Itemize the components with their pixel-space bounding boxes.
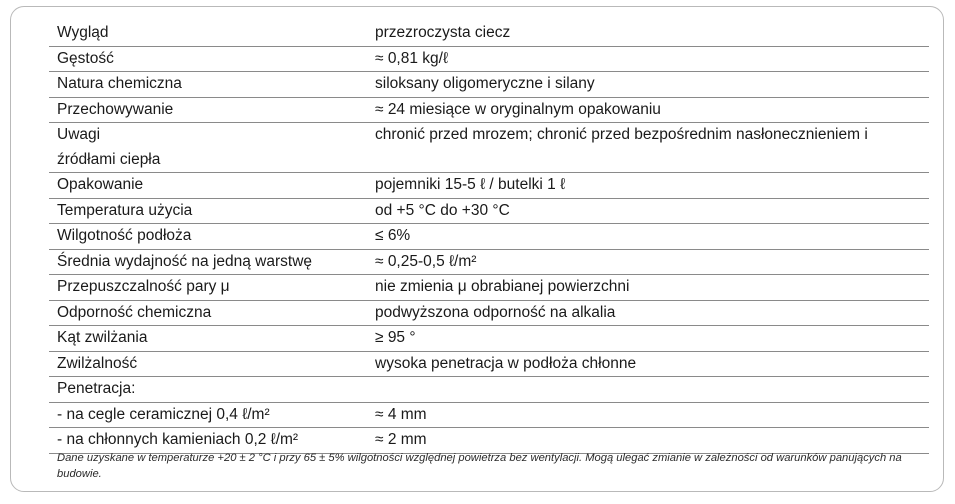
spec-label: Uwagi [57,126,101,143]
spec-label: Zwilżalność [57,354,138,372]
footnote: Dane uzyskane w temperaturze +20 ± 2 °C i przy 65 ± 5% wilgotności względnej powietrza bez wentylacji. Mogą ulegać zmianie w zależności od warunków panujących na budowie. [57,452,902,480]
spec-label: Temperatura użycia [57,201,193,219]
spec-row-chemical-nature [49,72,929,98]
spec-row-usage-temperature [49,199,929,225]
spec-table-card [10,6,944,492]
spec-value: ≥ 95 ° [375,329,416,346]
spec-value: ≈ 0,25-0,5 ℓ/m² [375,252,477,270]
spec-label: Wilgotność podłoża [57,227,192,244]
spec-value: wysoka penetracja w podłoża chłonne [375,354,637,372]
spec-value: siloksany oligomeryczne i silany [375,75,595,92]
spec-row-notes [49,123,929,173]
spec-label: Przepuszczalność pary μ [57,278,230,295]
spec-row-wettability [49,352,929,378]
spec-row-coverage [49,250,929,276]
spec-row-chemical-resistance [49,301,929,327]
spec-value: podwyższona odporność na alkalia [375,303,616,321]
spec-row-density [49,47,929,73]
spec-label: Średnia wydajność na jedną warstwę [57,252,313,270]
spec-value [375,377,929,402]
spec-row-contact-angle [49,326,929,352]
spec-table [49,21,929,454]
spec-label: Opakowanie [57,176,144,193]
spec-row-substrate-moisture [49,224,929,250]
spec-row-storage [49,98,929,124]
spec-value-continuation: źródłami ciepła [57,150,161,168]
spec-row-penetration-brick [49,403,929,429]
spec-value: od +5 °C do +30 °C [375,201,510,219]
spec-label: Natura chemiczna [57,75,182,92]
spec-value: pojemniki 15-5 ℓ / butelki 1 ℓ [375,176,566,193]
spec-value: przezroczysta ciecz [375,24,511,41]
spec-label: Odporność chemiczna [57,303,212,321]
spec-row-vapour-permeability [49,275,929,301]
spec-row-penetration-header [49,377,929,403]
spec-value: chronić przed mrozem; chronić przed bezpośrednim nasłonecznieniem i [375,126,868,143]
spec-value: ≈ 2 mm [375,431,427,448]
spec-value: ≈ 24 miesiące w oryginalnym opakowaniu [375,100,661,118]
spec-label: Wygląd [57,24,109,41]
spec-row-packaging [49,173,929,199]
spec-label: Przechowywanie [57,100,174,118]
spec-value: nie zmienia μ obrabianej powierzchni [375,278,630,295]
spec-value: ≈ 0,81 kg/ℓ [375,49,448,67]
spec-label: - na chłonnych kamieniach 0,2 ℓ/m² [57,431,299,448]
spec-row-appearance [49,21,929,47]
spec-label: - na cegle ceramicznej 0,4 ℓ/m² [57,405,270,423]
spec-value: ≤ 6% [375,227,411,244]
spec-value: ≈ 4 mm [375,405,427,423]
spec-label: Penetracja: [57,380,136,397]
spec-label: Gęstość [57,49,114,67]
spec-label: Kąt zwilżania [57,329,148,346]
